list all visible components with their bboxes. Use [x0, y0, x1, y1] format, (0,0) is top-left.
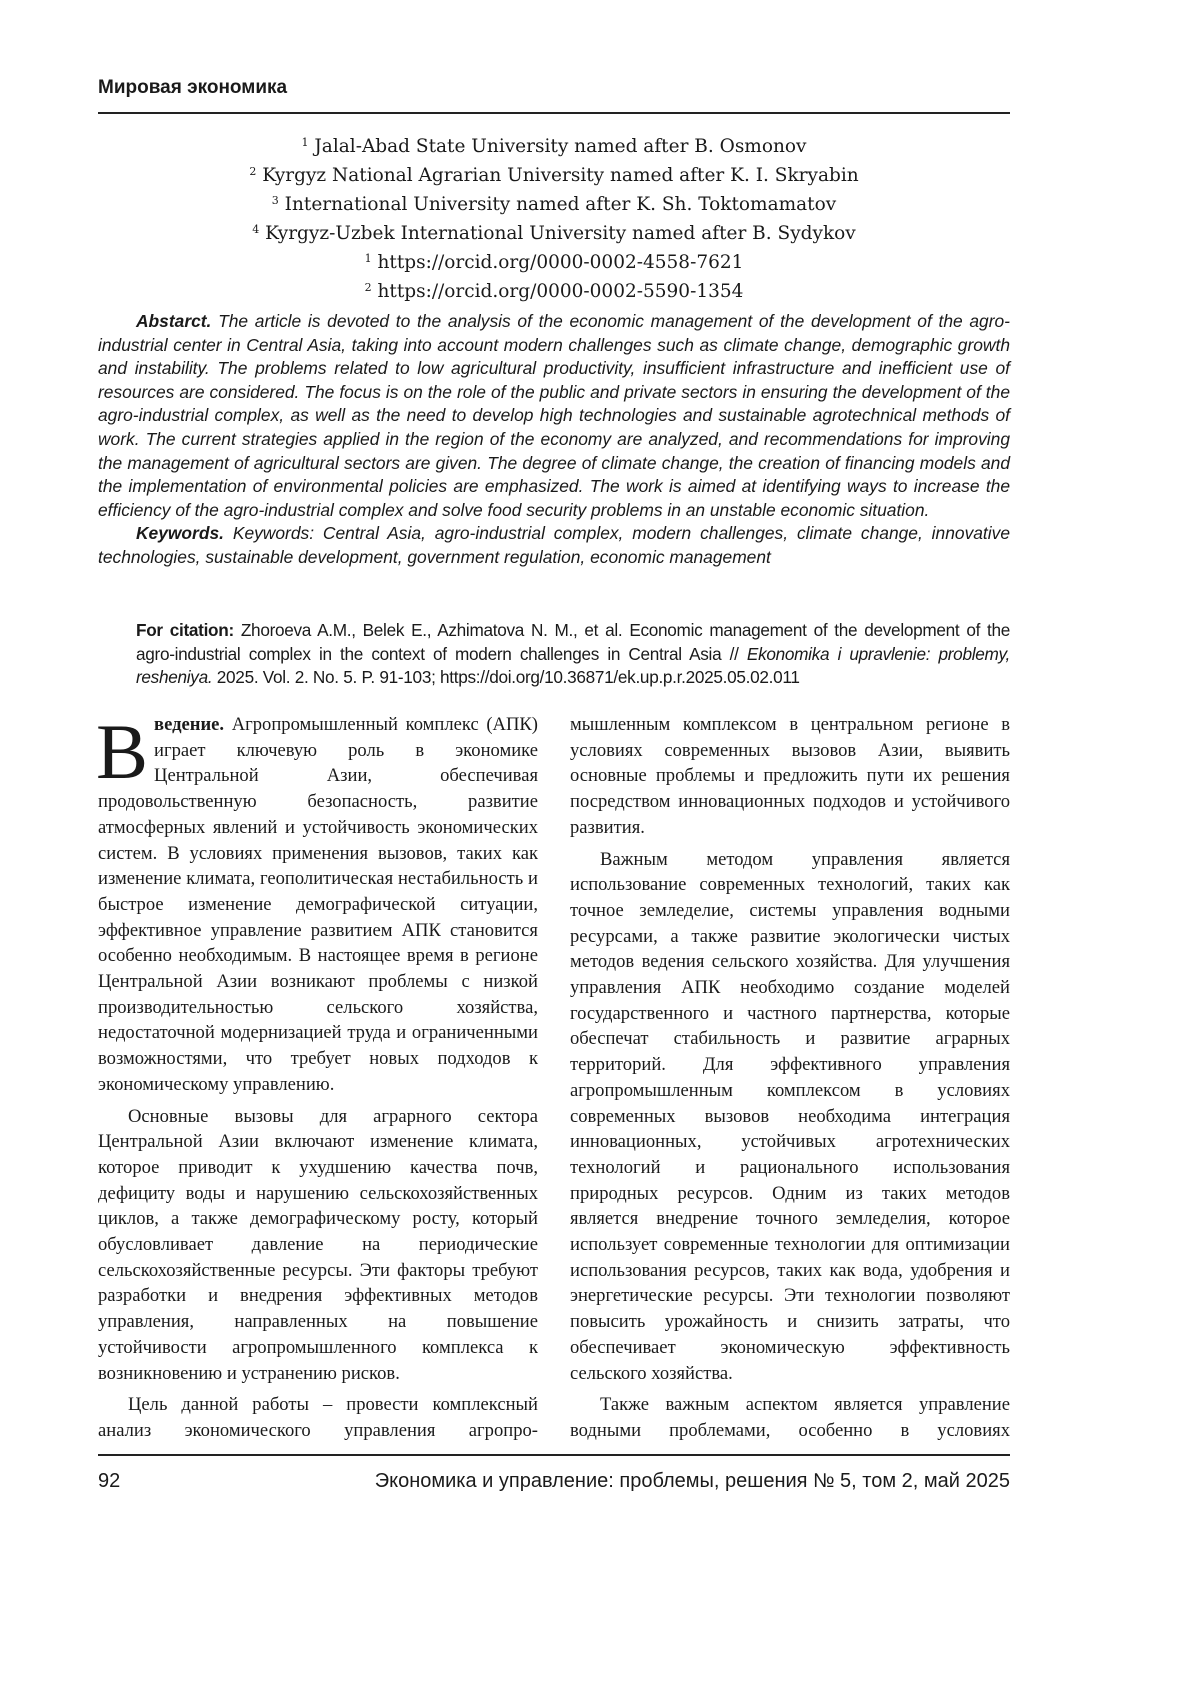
- header-rule: [98, 112, 1010, 114]
- citation-label: For citation:: [136, 620, 234, 640]
- body-paragraph: Важным методом управления является использование современных технологий, таких как точное земледелие, системы управления водными ресурсами, а также развитие экологически чистых методов ведения сельского хозяйства. Для улучшения управления АПК необходимо создание моделей государственного и частного партнерства, которые обеспечат стабильность и развитие аграрных территорий. Для эффективного управления агропромышленным комплексом в условиях современных вызовов необходима интеграция инновационных, устойчивых агротехнических технологий и рационального использования природных ресурсов. Одним из таких методов является внедрение точного земледелия, которое использует современные технологии для оптимизации использования ресурсов, таких как вода, удобрения и энергетические ресурсы. Эти технологии позволяют повысить урожайность и снизить затраты, что обеспечивает экономическую эффективность сельского хозяйства.: [570, 847, 1010, 1387]
- paragraph-text: Агропромышленный комплекс (АПК) играет ключевую роль в экономике Центральной Азии, обеспечивая продовольственную безопасность, развитие атмосферных явлений и устойчивость экономических систем. В условиях применения вызовов, таких как изменение климата, геополитическая нестабильность и быстрое изменение демографической ситуации, эффективное управление развитием АПК становится особенно необходимым. В настоящее время в регионе Центральной Азии возникают проблемы с низкой производительностью сельского хозяйства, недостаточной модернизацией труда и ограниченными возможностями, что требует новых подходов к экономическому управлению.: [98, 714, 538, 1095]
- citation-journal: Ekonomika i upravlenie: problemy, resheniya.: [136, 644, 1010, 688]
- body-column-left: [98, 712, 538, 1450]
- orcid-line: [98, 246, 1010, 275]
- keywords-label: Keywords.: [136, 523, 224, 543]
- body-paragraph: мышленным комплексом в центральном регионе в условиях современных вызовов Азии, выявить основные проблемы и предложить пути их решения посредством инновационных подходов и устойчивого развития.: [570, 712, 1010, 841]
- abstract-paragraph: [98, 310, 1010, 522]
- keywords-text: Keywords: Central Asia, agro-industrial complex, modern challenges, climate change, innovative technologies, sustainable development, government regulation, economic management: [98, 523, 1010, 567]
- page-number: 92: [98, 1470, 120, 1493]
- affiliation-line: [98, 159, 1010, 188]
- intro-paragraph: [98, 712, 538, 1098]
- affiliation-text: Kyrgyz National Agrarian University named after K. I. Skryabin: [262, 165, 858, 186]
- drop-cap: В: [96, 720, 148, 784]
- body-paragraph: Цель данной работы – провести комплексный анализ экономического управления агропро-: [98, 1392, 538, 1443]
- abstract: [98, 310, 1010, 570]
- footer-rule: [98, 1454, 1010, 1456]
- orcid-link[interactable]: https://orcid.org/0000-0002-5590-1354: [377, 281, 743, 302]
- affiliation-text: Jalal-Abad State University named after B. Osmonov: [314, 136, 806, 157]
- affiliation-line: [98, 130, 1010, 159]
- affiliation-line: [98, 217, 1010, 246]
- citation-text: Zhoroeva A.M., Belek E., Azhimatova N. M., et al. Economic management of the development of the agro-industrial complex in the context of modern challenges in Central Asia //: [136, 620, 1010, 664]
- orcid-line: [98, 275, 1010, 304]
- section-header: Мировая экономика: [98, 77, 287, 99]
- abstract-label: Abstarct.: [136, 311, 211, 331]
- citation-details: 2025. Vol. 2. No. 5. P. 91-103; https://doi.org/10.36871/ek.up.p.r.2025.05.02.011: [212, 667, 799, 687]
- affiliation-line: [98, 188, 1010, 217]
- intro-heading: ведение.: [154, 714, 224, 735]
- citation: [136, 619, 1010, 690]
- footnote-mark: 1: [302, 136, 309, 149]
- orcid-link[interactable]: https://orcid.org/0000-0002-4558-7621: [377, 252, 743, 273]
- journal-footer: Экономика и управление: проблемы, решения № 5, том 2, май 2025: [375, 1470, 1010, 1493]
- affiliation-text: International University named after K. Sh. Toktomamatov: [285, 194, 837, 215]
- body-paragraph: Также важным аспектом является управление водными проблемами, особенно в условиях: [570, 1392, 1010, 1443]
- affiliation-text: Kyrgyz-Uzbek International University named after B. Sydykov: [265, 223, 856, 244]
- body-paragraph: Основные вызовы для аграрного сектора Центральной Азии включают изменение климата, которое приводит к ухудшению качества почв, дефициту воды и нарушению сельскохозяйственных циклов, а также демографическому росту, который обусловливает давление на периодические сельскохозяйственные ресурсы. Эти факторы требуют разработки и внедрения эффективных методов управления, направленных на повышение устойчивости агропромышленного комплекса к возникновению и устранению рисков.: [98, 1104, 538, 1387]
- footnote-mark: 3: [272, 194, 279, 207]
- footnote-mark: 4: [252, 223, 259, 236]
- footnote-mark: 1: [365, 252, 372, 265]
- footnote-mark: 2: [249, 165, 256, 178]
- affiliations: [98, 130, 1010, 304]
- footnote-mark: 2: [365, 281, 372, 294]
- keywords-paragraph: [98, 522, 1010, 569]
- body-column-right: [570, 712, 1010, 1450]
- abstract-text: The article is devoted to the analysis of the economic management of the development of the agro-industrial center in Central Asia, taking into account modern challenges such as climate change, demographic growth and instability. The problems related to low agricultural productivity, insufficient infrastructure and inefficient use of resources are considered. The focus is on the role of the public and private sectors in ensuring the development of the agro-industrial complex, as well as the need to develop high technologies and sustainable agrotechnical methods of work. The current strategies applied in the region of the economy are analyzed, and recommendations for improving the management of agricultural sectors are given. The degree of climate change, the creation of financing models and the implementation of environmental policies are emphasized. The work is aimed at identifying ways to increase the efficiency of the agro-industrial complex and solve food security problems in an unstable economic situation.: [98, 311, 1010, 520]
